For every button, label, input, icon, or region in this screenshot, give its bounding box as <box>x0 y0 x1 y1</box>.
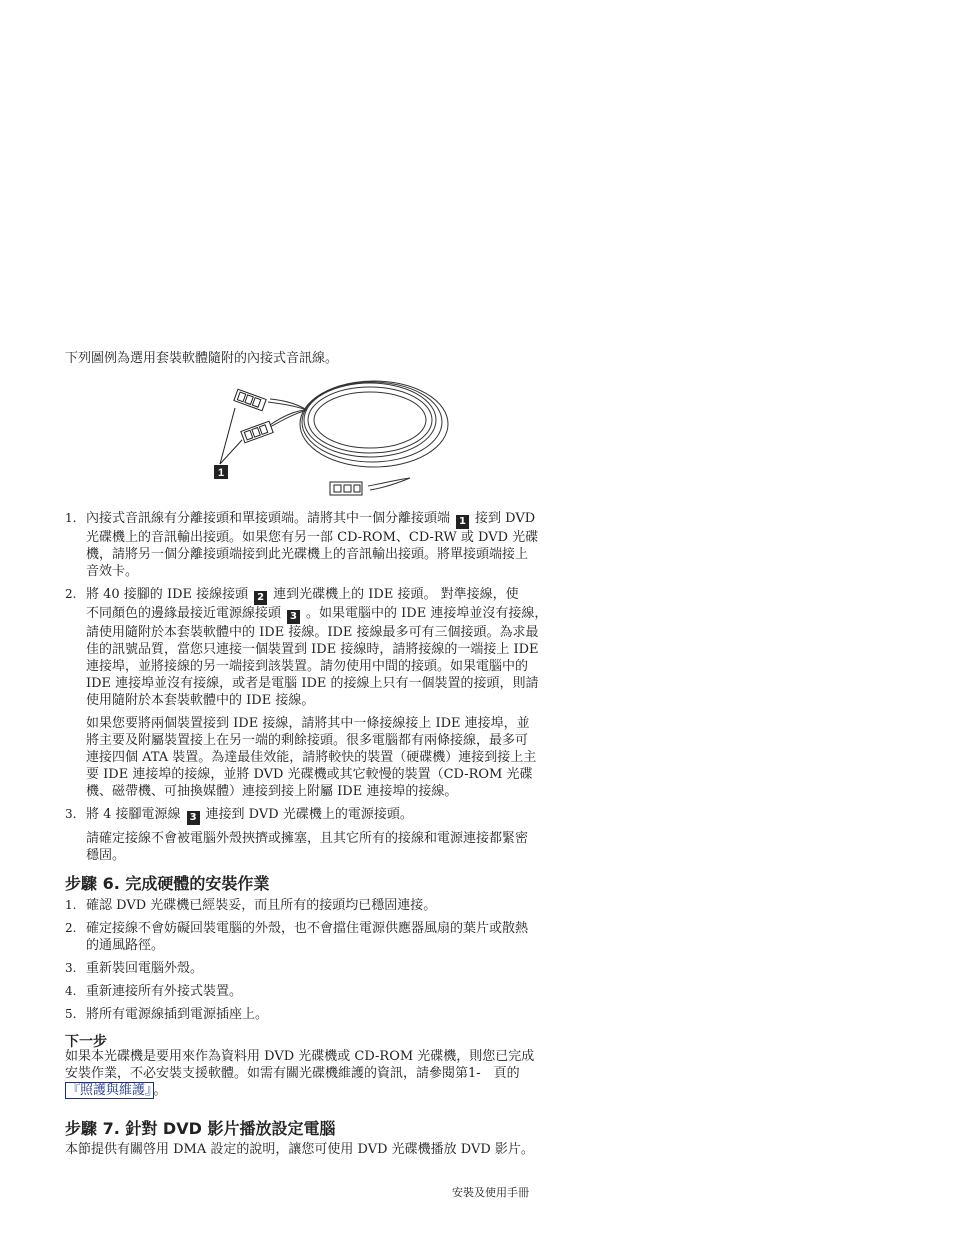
list-item: 2. 將 40 接腳的 IDE 接線接頭 2 連到光碟機上的 IDE 接頭。 對準接線，使 不同顏色的邊緣最接近電源線接頭 3 。如果電腦中的 IDE 連接埠並沒有接線， 請使用隨附於本套裝軟體中的 IDE 接線。IDE 接線最多可有三個接頭。為求最 佳的訊號品質，當您只連接一個裝置到 IDE 接線時，請將接線的一端接上 IDE 連接埠，並將接線的另一端接到該裝置。請勿使用中間的接頭。如果電腦中的 IDE 連接埠並沒有接線，或者是電腦 IDE 的接線上只有一個裝置的接頭，則請 使用隨附於本套裝軟體中的 IDE 接線。 如果您要將兩個裝置接到 IDE 接線，請將其中一條接線接上 IDE 連接埠，並 將主要及附屬裝置接上在另一端的剩餘接頭。很多電腦都有兩條接線，最多可 連接四個 ATA 裝置。為達最佳效能，請將較快的裝置（硬碟機）連接到接上主 要 IDE 連接埠的接線，並將 DVD 光碟機或其它較慢的裝置（CD-ROM 光碟 機、磁帶機、可抽換媒體）連接到接上附屬 IDE 連接埠的接線。 <box>65 587 548 799</box>
next-step-line-1: 如果本光碟機是要用來作為資料用 DVD 光碟機或 CD-ROM 光碟機，則您已完成 <box>65 1049 535 1064</box>
list-number: 3. <box>65 807 77 821</box>
intro-text: 下列圖例為選用套裝軟體隨附的內接式音訊線。 <box>65 351 339 366</box>
step6-list <box>65 897 570 1023</box>
list-item: 5. 將所有電源線插到電源插座上。 <box>65 1007 269 1022</box>
next-step-line-2: 安裝作業，不必安裝支援軟體。如需有關光碟機維護的資訊，請參閱第1- 頁的 <box>65 1066 520 1081</box>
care-maintenance-link[interactable]: 『照護與維護』 <box>67 1083 152 1098</box>
figure-callout-1: 1 <box>217 467 225 479</box>
next-step-line-3: 『照護與維護』 。 <box>67 1083 167 1098</box>
section-heading-step7: 步驟 7. 針對 DVD 影片播放設定電腦 <box>65 1119 336 1138</box>
callout-badge: 2 <box>254 591 267 605</box>
list-item: 4. 重新連接所有外接式裝置。 <box>65 984 243 999</box>
list-item: 2. 確定接線不會妨礙回裝電腦的外殼，也不會擋住電源供應器風扇的葉片或散熱 的通風路徑。 <box>65 921 529 953</box>
list-number: 1. <box>65 511 77 525</box>
list-item: 1. 內接式音訊線有分離接頭和單接頭端。請將其中一個分離接頭端 1 接到 DVD 光碟機上的音訊輸出接頭。如果您有另一部 CD-ROM、CD-RW 或 DVD 光碟 機，請將另一個分離接頭端接到此光碟機上的音訊輸出接頭。將單接頭端接上 音效卡。 <box>65 511 539 579</box>
page-footer: 安裝及使用手冊 <box>452 1186 529 1199</box>
section-heading-step6: 步驟 6. 完成硬體的安裝作業 <box>65 874 270 893</box>
audio-cable-figure <box>210 380 455 500</box>
list-item: 3. 重新裝回電腦外殼。 <box>65 961 204 976</box>
list-item: 1. 確認 DVD 光碟機已經裝妥，而且所有的接頭均已穩固連接。 <box>65 898 437 913</box>
next-step-heading: 下一步 <box>65 1034 107 1050</box>
list-number: 2. <box>65 587 77 601</box>
callout-badge: 1 <box>456 515 469 529</box>
install-steps-list <box>65 510 570 864</box>
list-item: 3. 將 4 接腳電源線 3 連接到 DVD 光碟機上的電源接頭。 請確定接線不會被電腦外殼挾擠或擁塞，且其它所有的接線和電源連接都緊密 穩固。 <box>65 807 529 863</box>
step7-text: 本節提供有關啓用 DMA 設定的說明，讓您可使用 DVD 光碟機播放 DVD 影片。 <box>65 1142 534 1157</box>
callout-badge: 3 <box>287 610 300 624</box>
callout-badge: 3 <box>187 811 200 825</box>
